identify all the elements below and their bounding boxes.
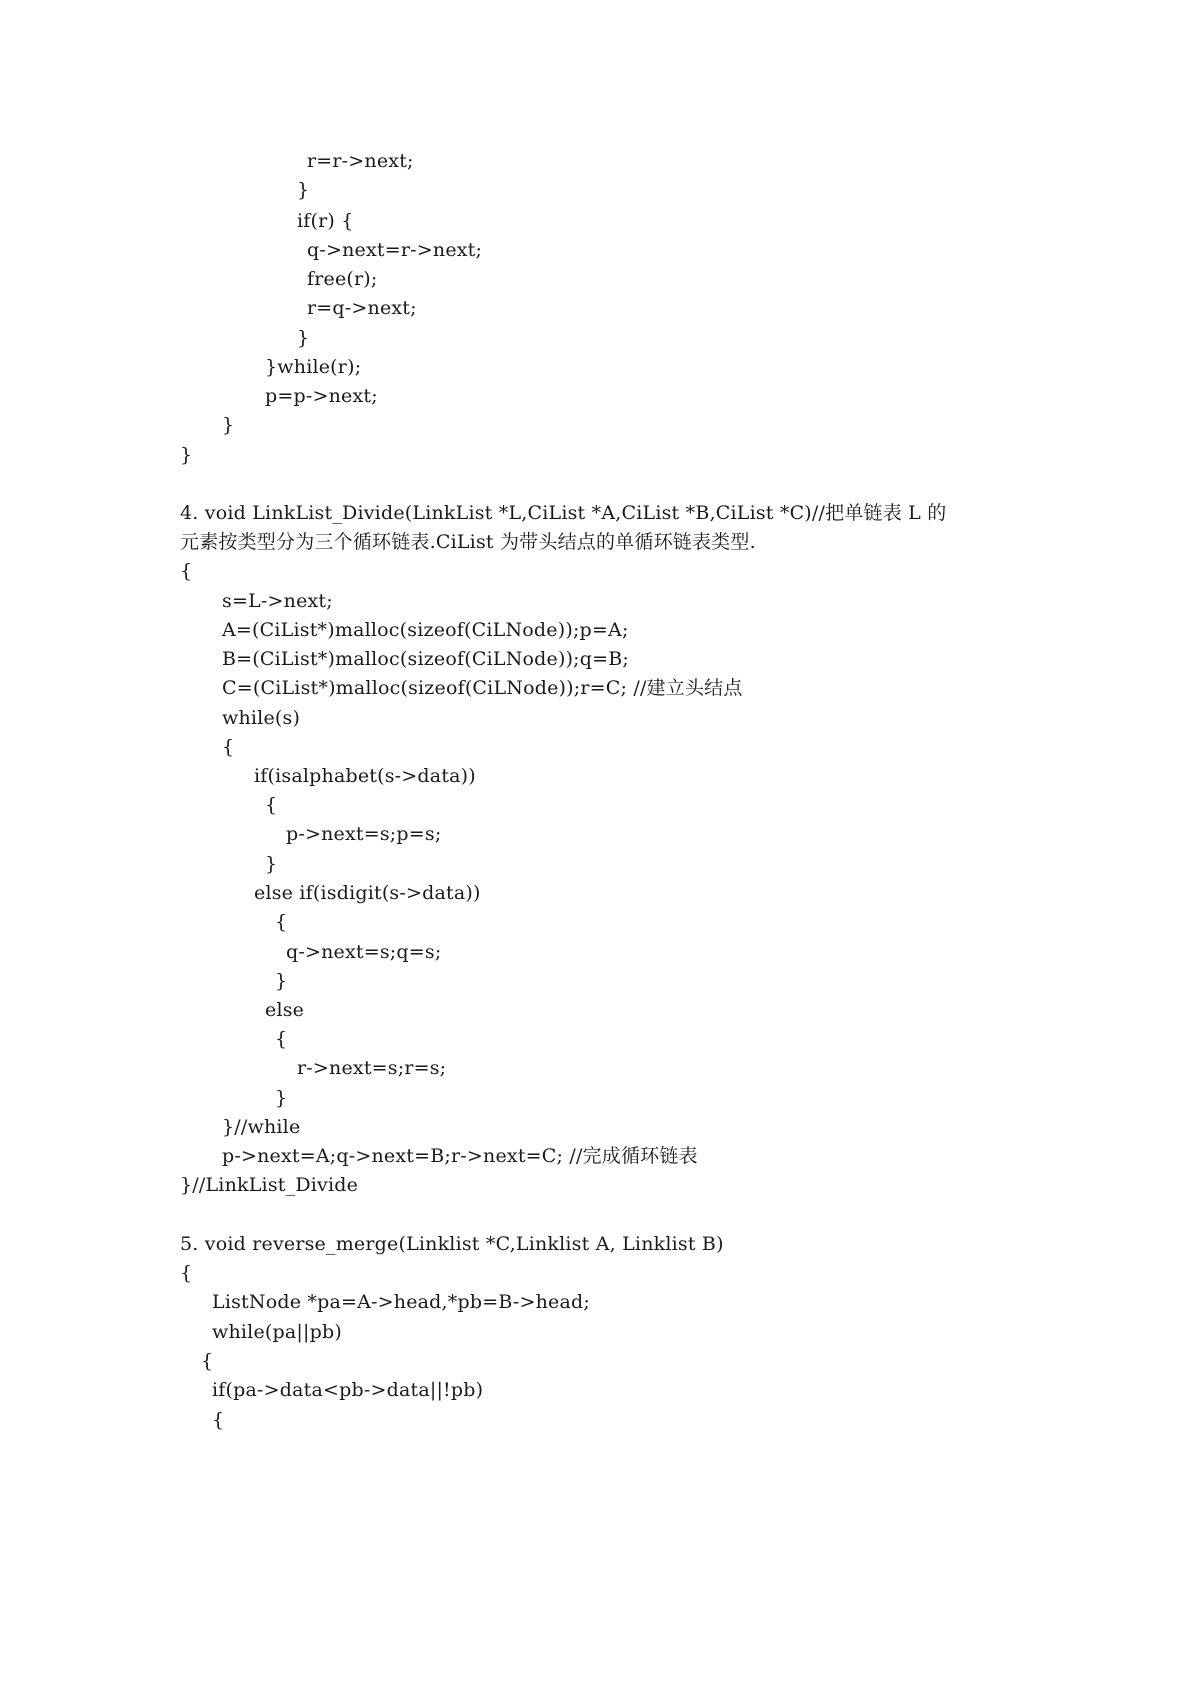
code-line: { (265, 794, 278, 816)
code-line: ListNode *pa=A->head,*pb=B->head; (212, 1291, 590, 1313)
code-line: C=(CiList*)malloc(sizeof(CiLNode));r=C; //建立头结点 (222, 677, 743, 699)
code-line: s=L->next; (222, 590, 333, 612)
code-line: q->next=s;q=s; (286, 941, 442, 963)
code-line: while(pa||pb) (212, 1321, 342, 1343)
code-line: A=(CiList*)malloc(sizeof(CiLNode));p=A; (222, 619, 629, 641)
code-line: else (265, 999, 305, 1021)
section-heading: 5. void reverse_merge(Linklist *C,Linklist A, Linklist B) (180, 1233, 724, 1255)
code-line: if(isalphabet(s->data)) (254, 765, 476, 787)
code-line: else if(isdigit(s->data)) (254, 882, 481, 904)
code-line: q->next=r->next; (307, 239, 483, 261)
code-line: }//while (222, 1116, 301, 1138)
code-line: while(s) (222, 707, 301, 729)
code-line: { (180, 1262, 193, 1284)
code-line: } (180, 444, 193, 466)
code-line: } (222, 414, 235, 436)
code-line: { (180, 560, 193, 582)
code-line: { (275, 1028, 288, 1050)
code-line: p->next=A;q->next=B;r->next=C; //完成循环链表 (222, 1145, 698, 1167)
code-line: B=(CiList*)malloc(sizeof(CiLNode));q=B; (222, 648, 630, 670)
code-line: { (201, 1350, 214, 1372)
code-line: r=r->next; (307, 150, 414, 172)
code-line: r->next=s;r=s; (297, 1057, 447, 1079)
code-line: } (297, 179, 310, 201)
code-line: p->next=s;p=s; (286, 823, 442, 845)
code-line: free(r); (307, 268, 378, 290)
code-line: } (275, 1087, 288, 1109)
code-line: } (297, 327, 310, 349)
code-line: }//LinkList_Divide (180, 1174, 359, 1196)
section-heading: 4. void LinkList_Divide(LinkList *L,CiList *A,CiList *B,CiList *C)//把单链表 L 的 (180, 502, 947, 524)
code-line: if(pa->data<pb->data||!pb) (212, 1379, 484, 1401)
code-line: if(r) { (297, 210, 354, 232)
code-line: }while(r); (265, 356, 362, 378)
code-line: { (222, 736, 235, 758)
code-line: { (275, 911, 288, 933)
section-description: 元素按类型分为三个循环链表.CiList 为带头结点的单循环链表类型. (180, 531, 756, 553)
code-line: r=q->next; (307, 297, 417, 319)
code-line: p=p->next; (265, 385, 378, 407)
code-line: { (212, 1409, 225, 1431)
code-line: } (265, 853, 278, 875)
code-line: } (275, 970, 288, 992)
